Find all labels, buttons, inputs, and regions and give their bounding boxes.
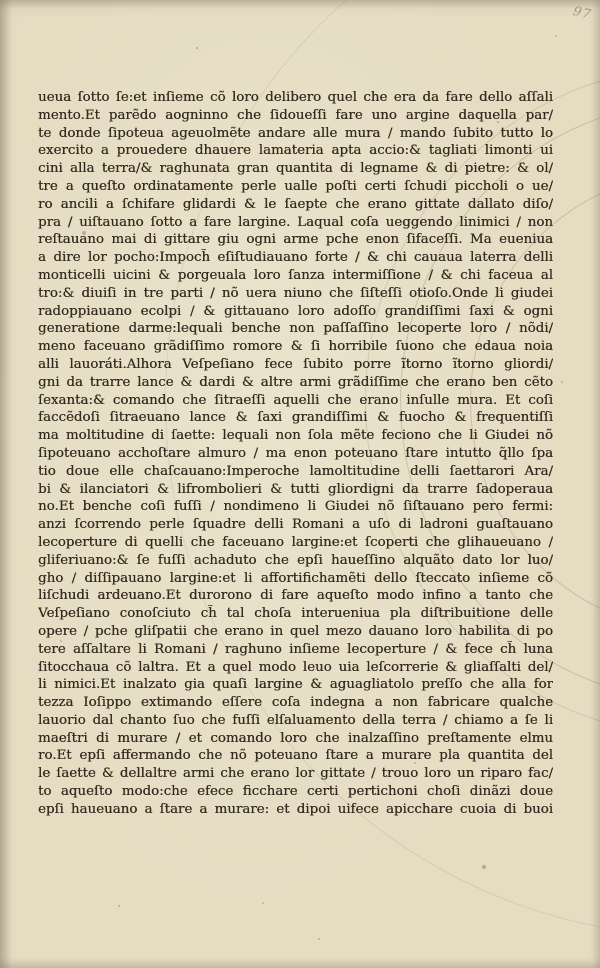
- text-line: meno faceuano grãdiſſimo romore & ſi horribile ſuono che edaua noia: [38, 339, 553, 355]
- text-line: lecoperture di quelli che faceuano largine:et ſcoperti che glihaueuano /: [38, 534, 553, 550]
- text-line: tio doue elle chaſcauano:Imperoche lamoltitudine delli ſaettarori Ara/: [38, 463, 553, 479]
- text-line: ro ancili a ſchifare glidardi & le ſaepte che erano gittate dallato diſo/: [38, 196, 553, 212]
- text-line: ſexanta:& comando che ſitraeſſi aquelli che erano inſulle mura. Et coſi: [38, 392, 553, 408]
- text-line: ma moltitudine di ſaette: lequali non ſola mẽte feciono che li Giudei nõ: [38, 428, 553, 444]
- text-line: monticelli uicini & porgeuala loro ſanza intermiſſione / & chi faceua al: [38, 267, 553, 283]
- text-line: tere aſſaltare li Romani / raghuno inſieme lecoperture / & fece ch̃ luna: [38, 641, 553, 657]
- text-line: a dire lor pocho:Impoch̃ eſiſtudiauano forte / & chi cauaua laterra delli: [38, 250, 553, 266]
- paper-specks: [0, 0, 2, 2]
- folio-number: 97: [571, 3, 594, 24]
- text-line: Veſpeſiano conoſciuto ch̃ tal choſa interueniua pla diſtribuitione delle: [38, 606, 553, 622]
- text-line: gni da trarre lance & dardi & altre armi grãdiſſime che erano ben cẽto: [38, 374, 553, 390]
- text-line: ſitocchaua cõ laltra. Et a quel modo leuo uia leſcorrerie & gliaſſalti del/: [38, 659, 553, 675]
- text-line: lauorio dal chanto ſuo che fuſſi elſaluamento della terra / chiamo a ſe li: [38, 712, 553, 728]
- text-line: faccẽdoſi ſitraeuano lance & ſaxi grandiſſimi & fuocho & frequentiſſi: [38, 410, 553, 426]
- text-line: epſi haueuano a ſtare a murare: et dipoi uifece apicchare cuoia di buoi: [38, 801, 553, 817]
- text-line: to aqueſto modo:che efece ficchare certi pertichoni choſi dinãzi doue: [38, 784, 553, 800]
- text-line: gho / diſſipauano largine:et li affortifichamẽti dello ſteccato inſieme cõ: [38, 570, 553, 586]
- text-line: tre a queſto ordinatamente perle ualle poſti certi ſchudi piccholi o ue/: [38, 178, 553, 194]
- text-line: li nimici.Et inalzato gia quaſi largine & aguagliatolo preſſo che alla for: [38, 677, 553, 693]
- text-line: opere / pche gliſpatii che erano in quel mezo dauano loro habilita di po: [38, 623, 553, 639]
- text-line: liſchudi ardeuano.Et durorono di fare aqueſto modo infino a tanto che: [38, 588, 553, 604]
- text-line: bi & ilanciatori & lifrombolieri & tutti gliordigni da trarre ſadoperaua: [38, 481, 553, 497]
- text-line: generatione darme:lequali benche non paſſaſſino lecoperte loro / nõdi/: [38, 321, 553, 337]
- text-line: pra / uiſtauano ſotto a fare largine. Laqual coſa ueggendo linimici / non: [38, 214, 553, 230]
- text-line: gliferiuano:& ſe fuſſi achaduto che epſi haueſſino alquãto dato lor luo/: [38, 552, 553, 568]
- text-line: alli lauoráti.Alhora Veſpeſiano fece ſubito porre ĩtorno ĩtorno gliordi/: [38, 356, 553, 372]
- text-line: maeſtri di murare / et comando loro che inalzaſſino preſtamente elmu: [38, 730, 553, 746]
- text-line: tezza Ioſippo extimando eſſere coſa indegna a non fabricare qualche: [38, 695, 553, 711]
- text-line: anzi ſcorrendo perle ſquadre delli Romani a uſo di ladroni guaſtauano: [38, 517, 553, 533]
- text-line: exercito a prouedere dhauere lamateria apta accio:& tagliati limonti ui: [38, 143, 553, 159]
- text-line: reſtauano mai di gittare giu ogni arme pche enon ſifaceſſi. Ma eueniua: [38, 232, 553, 248]
- text-line: tro:& diuiſi in tre parti / nõ uera niuno che ſiſteſſi otioſo.Onde li giudei: [38, 285, 553, 301]
- text-line: mento.Et parẽdo aogninno che ſidoueſſi fare uno argine daquella par/: [38, 107, 553, 123]
- text-line: ueua ſotto ſe:et inſieme cõ loro delibero quel che era da fare dello aſſali: [38, 90, 553, 105]
- text-line: no.Et benche coſi fuſſi / nondimeno li Giudei nõ ſiſtauano pero fermi:: [38, 499, 553, 515]
- text-line: ro.Et epſi affermando che nõ poteuano ſtare a murare pla quantita del: [38, 748, 553, 764]
- text-line: ſipoteuano acchoſtare almuro / ma enon poteuano ſtare intutto q̃llo ſpa: [38, 445, 553, 461]
- text-line: te donde ſipoteua ageuolmẽte andare alle mura / mando ſubito tutto lo: [38, 125, 553, 141]
- text-line: cini alla terra/& raghunata gran quantita di legname & di pietre: & ol/: [38, 161, 553, 177]
- text-block: [38, 89, 553, 819]
- text-line: radoppiauano ecolpi / & gittauano loro adoſſo grandiſſimi ſaxi & ogni: [38, 303, 553, 319]
- text-line: le ſaette & dellaltre armi che erano lor gittate / trouo loro un riparo fac/: [38, 766, 553, 782]
